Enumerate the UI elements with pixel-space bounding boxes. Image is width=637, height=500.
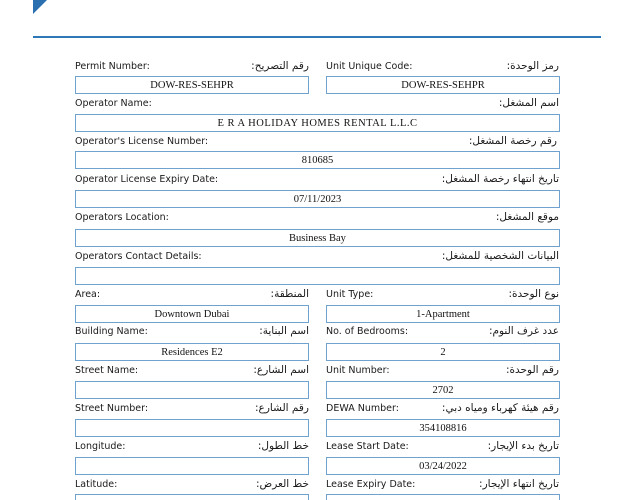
- license-expiry-field[interactable]: 07/11/2023: [75, 190, 560, 208]
- license-number-label-en: Operator's License Number:: [75, 136, 209, 147]
- location-label-ar: موقع المشغل:: [495, 211, 559, 223]
- building-field[interactable]: Residences E2: [75, 343, 309, 361]
- permit-field[interactable]: DOW-RES-SEHPR: [75, 76, 309, 94]
- unit-number-field[interactable]: 2702: [326, 381, 560, 399]
- unit-number-label-ar: رقم الوحدة:: [506, 364, 559, 376]
- building-label-en: Building Name:: [75, 326, 148, 337]
- street-number-label-ar: رقم الشارع:: [255, 402, 309, 414]
- dewa-label-en: DEWA Number:: [326, 403, 399, 414]
- header-corner-mark: [33, 0, 47, 14]
- unit-number-label-en: Unit Number:: [326, 365, 390, 376]
- unit-code-field[interactable]: DOW-RES-SEHPR: [326, 76, 560, 94]
- contact-label-en: Operators Contact Details:: [75, 251, 202, 262]
- street-number-label-en: Street Number:: [75, 403, 149, 414]
- latitude-label-ar: خط العرض:: [255, 478, 309, 490]
- lease-expiry-label-en: Lease Expiry Date:: [326, 479, 416, 490]
- location-label-en: Operators Location:: [75, 212, 169, 223]
- street-name-field[interactable]: [75, 381, 309, 399]
- dewa-field[interactable]: 354108816: [326, 419, 560, 437]
- unit-code-label-ar: رمز الوحدة:: [506, 60, 559, 72]
- longitude-label-en: Longitude:: [75, 441, 126, 452]
- area-label-en: Area:: [75, 289, 101, 300]
- location-field[interactable]: Business Bay: [75, 229, 560, 247]
- bedrooms-label-en: No. of Bedrooms:: [326, 326, 409, 337]
- license-expiry-label-ar: تاريخ انتهاء رخصة المشغل:: [441, 173, 559, 185]
- area-field[interactable]: Downtown Dubai: [75, 305, 309, 323]
- contact-label-ar: البيانات الشخصية للمشغل:: [441, 250, 559, 262]
- operator-name-label-ar: اسم المشغل:: [498, 97, 559, 109]
- lease-start-field[interactable]: 03/24/2022: [326, 457, 560, 475]
- building-label-ar: اسم البناية:: [259, 325, 309, 337]
- header-divider: [33, 36, 601, 38]
- unit-type-field[interactable]: 1-Apartment: [326, 305, 560, 323]
- street-name-label-ar: اسم الشارع:: [253, 364, 309, 376]
- unit-code-label-en: Unit Unique Code:: [326, 61, 413, 72]
- operator-name-label-en: Operator Name:: [75, 98, 152, 109]
- area-label-ar: المنطقة:: [270, 288, 309, 300]
- lease-start-label-en: Lease Start Date:: [326, 441, 409, 452]
- license-expiry-label-en: Operator License Expiry Date:: [75, 174, 219, 185]
- lease-expiry-field[interactable]: [326, 494, 560, 500]
- contact-field[interactable]: [75, 267, 560, 285]
- unit-type-label-ar: نوع الوحدة:: [508, 288, 559, 300]
- operator-name-field[interactable]: E R A HOLIDAY HOMES RENTAL L.L.C: [75, 114, 560, 132]
- permit-label-en: Permit Number:: [75, 61, 150, 72]
- license-number-label-ar: رقم رخصة المشغل:: [468, 135, 557, 147]
- longitude-field[interactable]: [75, 457, 309, 475]
- latitude-label-en: Latitude:: [75, 479, 118, 490]
- street-name-label-en: Street Name:: [75, 365, 139, 376]
- dewa-label-ar: رقم هيئة كهرباء ومياه دبي:: [441, 402, 559, 414]
- lease-expiry-label-ar: تاريخ انتهاء الإيجار:: [479, 478, 559, 490]
- bedrooms-field[interactable]: 2: [326, 343, 560, 361]
- bedrooms-label-ar: عدد غرف النوم:: [488, 325, 559, 337]
- longitude-label-ar: خط الطول:: [257, 440, 309, 452]
- latitude-field[interactable]: [75, 494, 309, 500]
- license-number-field[interactable]: 810685: [75, 151, 560, 169]
- lease-start-label-ar: تاريخ بدء الإيجار:: [487, 440, 559, 452]
- unit-type-label-en: Unit Type:: [326, 289, 374, 300]
- street-number-field[interactable]: [75, 419, 309, 437]
- permit-label-ar: رقم التصريح:: [251, 60, 309, 72]
